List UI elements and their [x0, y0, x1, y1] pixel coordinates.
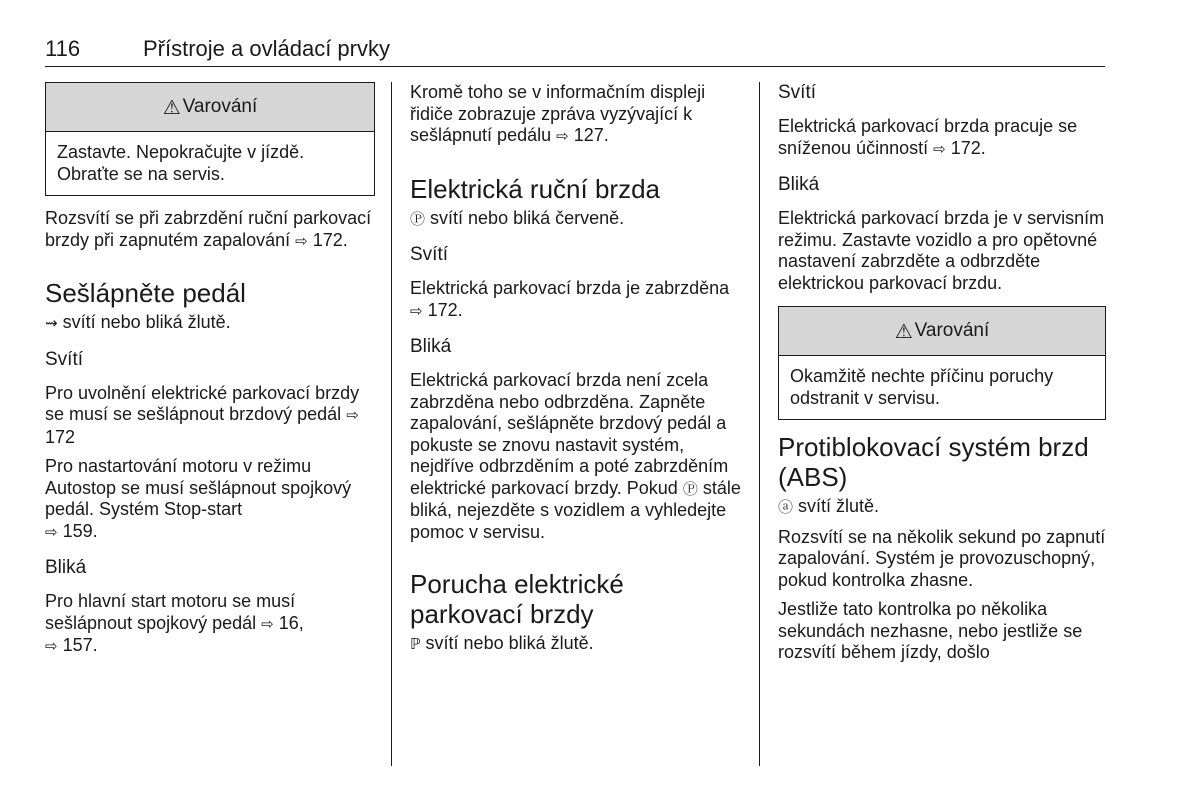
- subsection-heading: Svítí: [45, 348, 84, 370]
- paragraph: Rozsvítí se na několik sekund po zapnutí zapalování. Systém je provozuschopný, pokud kontrolka zhasne.: [778, 526, 1106, 590]
- paragraph: Pro nastartování motoru v režimu Autostop se musí sešlápnout spojkový pedál. Systém Stop-start ⇨ 159.: [45, 456, 352, 541]
- warning-box: [778, 306, 1106, 420]
- paragraph: Pro hlavní start motoru se musí sešlápnout spojkový pedál ⇨ 16, ⇨ 157.: [45, 591, 304, 655]
- paragraph: Elektrická parkovací brzda pracuje se sníženou účinností ⇨ 172.: [778, 116, 1078, 158]
- warning-triangle-icon: ⚠: [894, 320, 913, 343]
- paragraph: ⓐ svítí žlutě.: [778, 496, 880, 516]
- subsection-heading: Bliká: [778, 174, 820, 195]
- column-divider: [391, 82, 392, 766]
- column-divider: [759, 82, 760, 766]
- page-reference-arrow-icon: ⇨: [556, 128, 569, 145]
- paragraph: ℙ svítí nebo bliká žlutě.: [410, 633, 594, 653]
- section-heading: Sešlápněte pedál: [45, 278, 246, 308]
- subsection-heading: Svítí: [778, 82, 817, 103]
- column-2: [410, 82, 742, 664]
- warning-box: [45, 82, 375, 196]
- page-title: Přístroje a ovládací prvky: [143, 36, 390, 61]
- subsection-heading: Bliká: [45, 557, 87, 578]
- warning-triangle-icon: ⚠: [162, 96, 181, 119]
- press-pedal-icon: ⇝: [45, 315, 58, 332]
- warning-text: Okamžitě nechte příčinu poruchy odstranit v servisu.: [790, 366, 1054, 408]
- warning-text: Zastavte. Nepokračujte v jízdě. Obraťte se na servis.: [57, 142, 305, 184]
- warning-title: Varování: [914, 320, 990, 341]
- section-heading: Protiblokovací systém brzd (ABS): [778, 432, 1089, 492]
- subsection-heading: Bliká: [410, 336, 452, 357]
- warning-header: [46, 83, 374, 132]
- paragraph: Ⓟ svítí nebo bliká červeně.: [410, 207, 625, 228]
- parking-brake-fault-icon: ℙ: [410, 636, 421, 653]
- page-reference-arrow-icon: ⇨: [261, 615, 274, 633]
- section-heading: Porucha elektrické parkovací brzdy: [410, 569, 624, 629]
- section-heading: Elektrická ruční brzda: [410, 173, 660, 204]
- parking-brake-icon: Ⓟ: [682, 480, 698, 498]
- paragraph: Jestliže tato kontrolka po několika sekundách nezhasne, nebo jestliže se rozsvítí během jízdy, došlo: [778, 599, 1083, 662]
- paragraph: Elektrická parkovací brzda je v servisním režimu. Zastavte vozidlo a pro opětovné nastavení zabrzděte a odbrzděte elektrickou parkovací brzdu.: [778, 208, 1105, 293]
- warning-title: Varování: [182, 96, 258, 117]
- warning-header: [779, 307, 1105, 356]
- page-number: 116: [45, 36, 81, 61]
- column-3: [778, 82, 1106, 672]
- column-1: [45, 82, 375, 666]
- paragraph: Kromě toho se v informačním displeji řidiče zobrazuje zpráva vyzývající k sešlápnutí pedálu ⇨ 127.: [410, 82, 706, 145]
- abs-icon: ⓐ: [778, 499, 794, 516]
- paragraph: Rozsvítí se při zabrzdění ruční parkovací brzdy při zapnutém zapalování ⇨ 172.: [45, 208, 372, 250]
- page-reference-arrow-icon: ⇨: [346, 407, 359, 424]
- page-reference-arrow-icon: ⇨: [45, 523, 58, 541]
- paragraph: ⇝ svítí nebo bliká žlutě.: [45, 312, 231, 332]
- parking-brake-icon: Ⓟ: [410, 210, 426, 228]
- paragraph: Pro uvolnění elektrické parkovací brzdy se musí se sešlápnout brzdový pedál ⇨ 172: [45, 382, 360, 447]
- page-reference-arrow-icon: ⇨: [295, 232, 308, 250]
- page-reference-arrow-icon: ⇨: [45, 638, 58, 655]
- subsection-heading: Svítí: [410, 244, 449, 265]
- paragraph: Elektrická parkovací brzda je zabrzděna ⇨ 172.: [410, 278, 730, 320]
- page-reference-arrow-icon: ⇨: [410, 302, 423, 320]
- page-reference-arrow-icon: ⇨: [933, 140, 946, 158]
- page-header: [45, 36, 1105, 67]
- paragraph: Elektrická parkovací brzda není zcela zabrzděna nebo odbrzděna. Zapněte zapalování, sešlápněte brzdový pedál a pokuste se znovu nastavit systém, nejdříve odbrzděním a poté zabrzděním elektrické parkovací brzdy. Pokud Ⓟ stále bliká, nejezděte s vozidlem a vyhledejte pomoc v servisu.: [410, 370, 741, 542]
